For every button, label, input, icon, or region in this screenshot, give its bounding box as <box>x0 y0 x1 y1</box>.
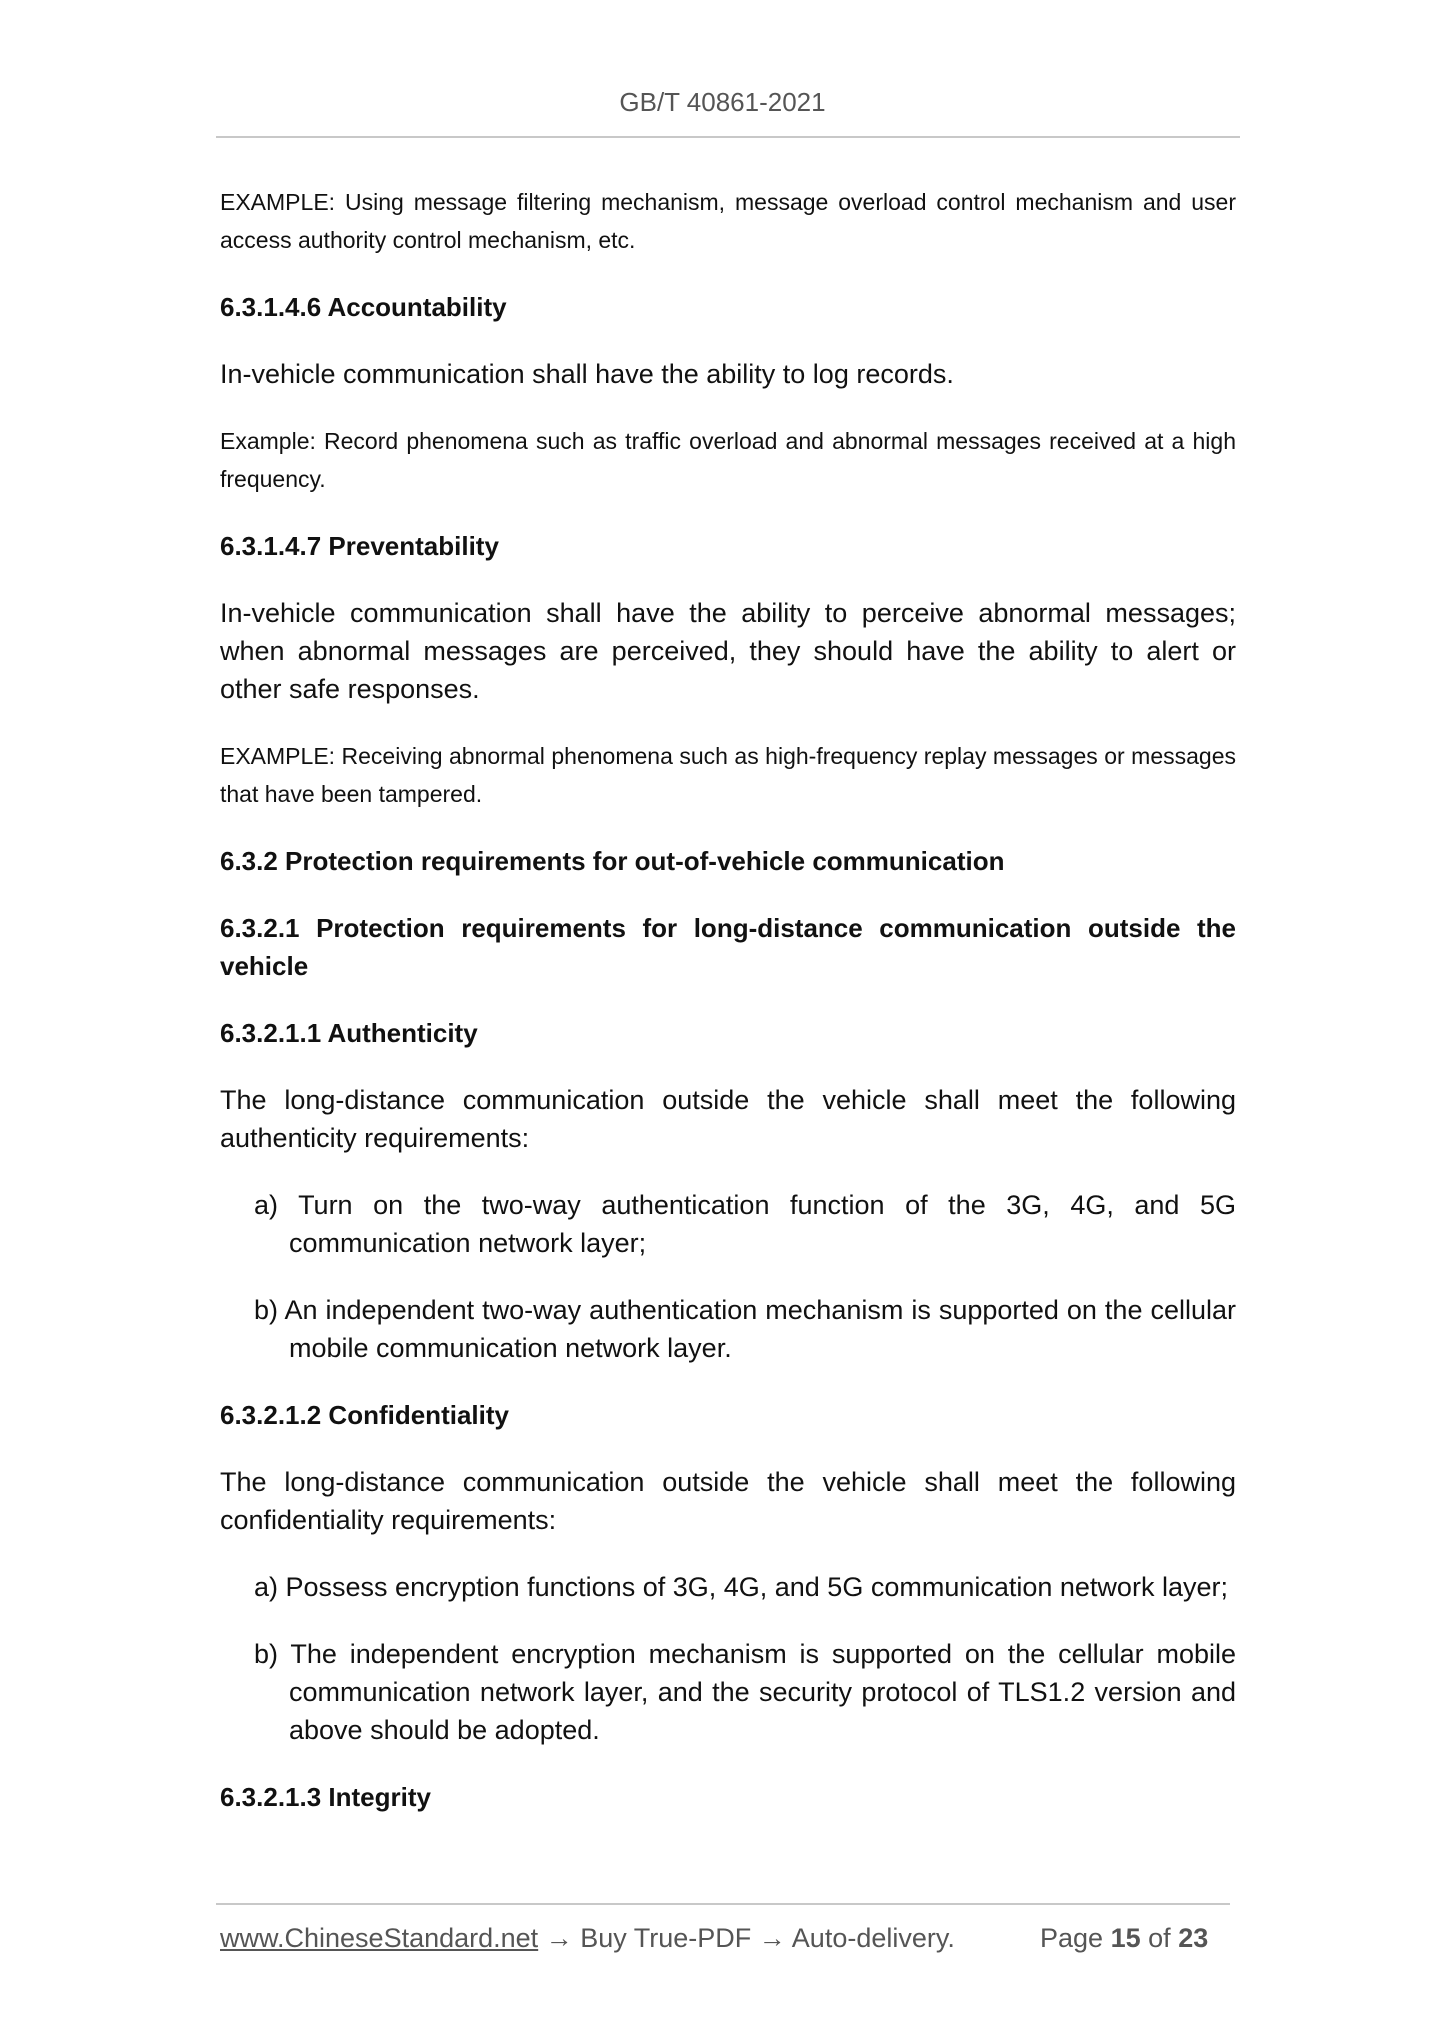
arrow-right-icon: → <box>545 1923 573 1953</box>
buy-true-pdf-text: Buy True-PDF <box>580 1923 752 1953</box>
heading-6-3-2-1: 6.3.2.1 Protection requirements for long-distance communication outside the vehicle <box>220 913 1236 981</box>
paragraph-preventability: In-vehicle communication shall have the ability to perceive abnormal messages; when abnormal messages are perceived, they should have the ability to alert or other safe responses. <box>220 598 1236 704</box>
heading-6-3-2: 6.3.2 Protection requirements for out-of-vehicle communication <box>220 846 1005 876</box>
page-content <box>220 183 1236 1845</box>
header-divider <box>216 136 1240 138</box>
arrow-right-icon: → <box>758 1923 786 1953</box>
heading-6-3-1-4-6: 6.3.1.4.6 Accountability <box>220 292 507 322</box>
footer-divider <box>216 1903 1230 1905</box>
list-item-authenticity-b: b) An independent two-way authentication mechanism is supported on the cellular mobile communication network layer. <box>254 1295 1236 1363</box>
list-item-confidentiality-a: a) Possess encryption functions of 3G, 4G, and 5G communication network layer; <box>254 1572 1228 1602</box>
auto-delivery-text: Auto-delivery. <box>791 1923 955 1953</box>
page-label: Page <box>1040 1923 1104 1953</box>
heading-6-3-1-4-7: 6.3.1.4.7 Preventability <box>220 531 499 561</box>
page-current: 15 <box>1110 1923 1141 1953</box>
footer-promo <box>220 1921 955 1955</box>
page-of-label: of <box>1148 1923 1171 1953</box>
paragraph-authenticity: The long-distance communication outside the vehicle shall meet the following authenticity requirements: <box>220 1085 1236 1153</box>
heading-6-3-2-1-2: 6.3.2.1.2 Confidentiality <box>220 1400 509 1430</box>
website-link[interactable]: www.ChineseStandard.net <box>220 1923 539 1953</box>
document-header-title: GB/T 40861-2021 <box>619 87 826 117</box>
example-message-filtering: EXAMPLE: Using message filtering mechanism, message overload control mechanism and user access authority control mechanism, etc. <box>220 189 1236 253</box>
example-record-phenomena: Example: Record phenomena such as traffic overload and abnormal messages received at a high frequency. <box>220 428 1236 492</box>
list-item-confidentiality-b: b) The independent encryption mechanism is supported on the cellular mobile communication network layer, and the security protocol of TLS1.2 version and above should be adopted. <box>254 1639 1236 1745</box>
list-item-authenticity-a: a) Turn on the two-way authentication function of the 3G, 4G, and 5G communication network layer; <box>254 1190 1236 1258</box>
example-abnormal-phenomena: EXAMPLE: Receiving abnormal phenomena such as high-frequency replay messages or messages that have been tampered. <box>220 743 1236 807</box>
page-number <box>1040 1921 1208 1955</box>
page-total: 23 <box>1178 1923 1209 1953</box>
heading-6-3-2-1-3: 6.3.2.1.3 Integrity <box>220 1782 431 1812</box>
heading-6-3-2-1-1: 6.3.2.1.1 Authenticity <box>220 1018 478 1048</box>
paragraph-accountability: In-vehicle communication shall have the ability to log records. <box>220 359 954 389</box>
paragraph-confidentiality: The long-distance communication outside the vehicle shall meet the following confidentiality requirements: <box>220 1467 1236 1535</box>
